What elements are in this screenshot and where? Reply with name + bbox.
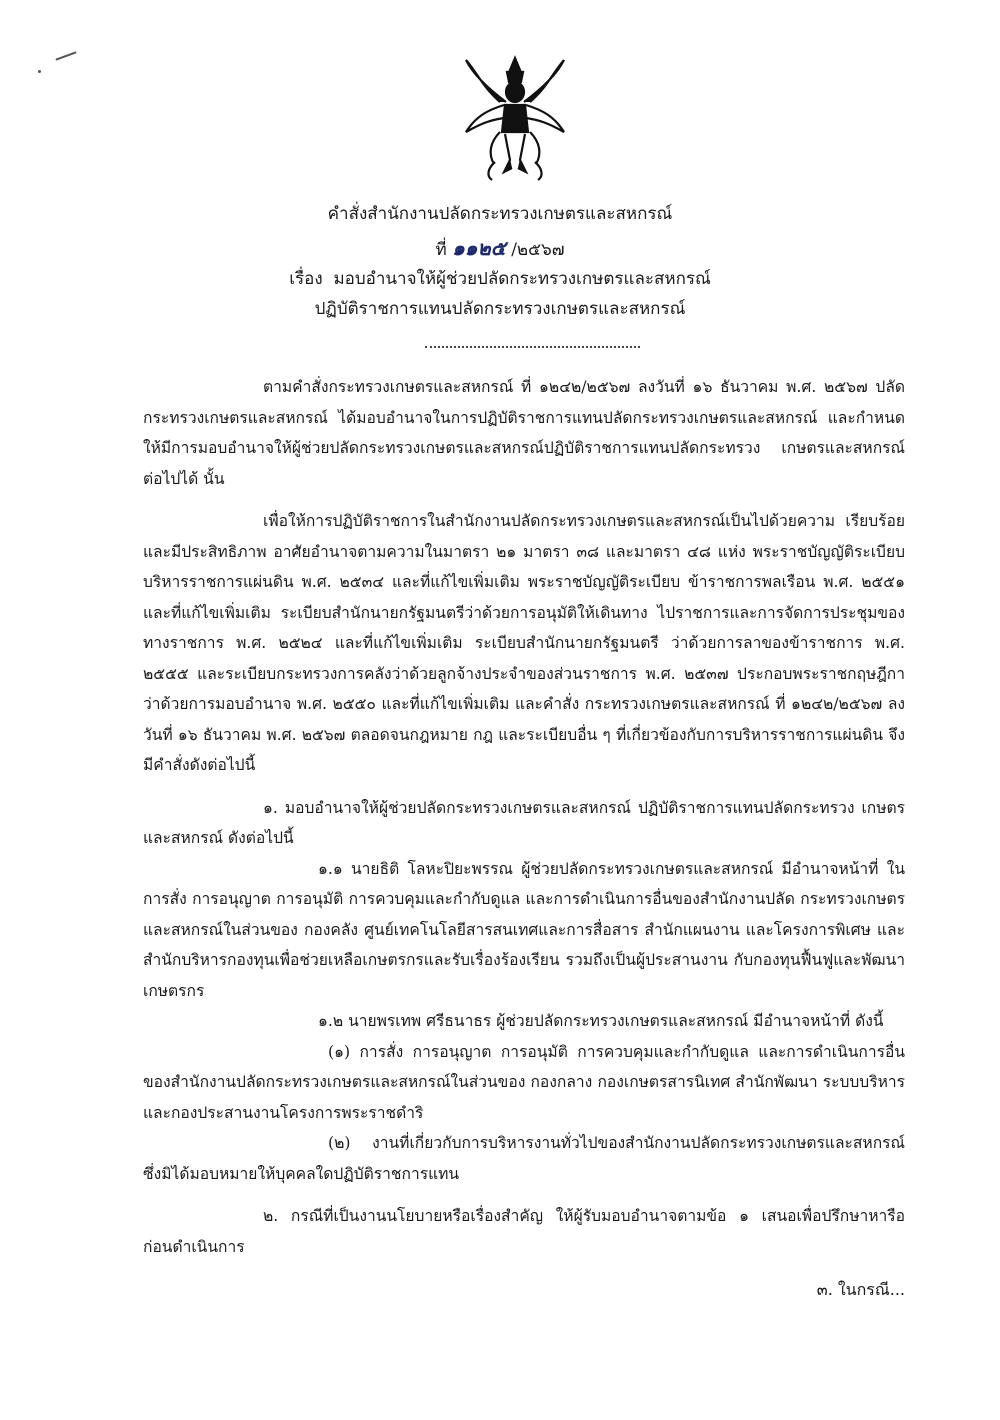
paragraph-clause-1-1: ๑.๑ นายธิติ โลหะปิยะพรรณ ผู้ช่วยปลัดกระทรวงเกษตรและสหกรณ์ มีอำนาจหน้าที่ ในการสั่ง การอนุญาต การอนุมัติ การควบคุมและกำกับดูแล และการดำเนินการอื่นของสำนักงานปลัด กระทรวงเกษตรและสหกรณ์ในส่วนของ กองคลัง ศูนย์เทคโนโลยีสารสนเทศและการสื่อสาร สำนักแผนงาน และโครงการพิเศษ และสำนักบริหารกองทุนเพื่อช่วยเหลือเกษตรกรและรับเรื่องร้องเรียน รวมถึงเป็นผู้ประสานงาน กับกองทุนฟื้นฟูและพัฒนาเกษตรกร [143, 859, 905, 1000]
subject-text: มอบอำนาจให้ผู้ช่วยปลัดกระทรวงเกษตรและสหกรณ์ [333, 269, 711, 289]
continuation-marker: ๓. ในกรณี... [816, 1280, 905, 1299]
subject-line-2: ปฏิบัติราชการแทนปลัดกระทรวงเกษตรและสหกรณ์ [314, 299, 686, 319]
paragraph-clause-1-2-2: (๒) งานที่เกี่ยวกับการบริหารงานทั่วไปของสำนักงานปลัดกระทรวงเกษตรและสหกรณ์ ซึ่งมิได้มอบหมายให้บุคคลใดปฏิบัติราชการแทน [143, 1134, 905, 1183]
paragraph-clause-1-2-1: (๑) การสั่ง การอนุญาต การอนุมัติ การควบคุมและกำกับดูแล และการดำเนินการอื่น ของสำนักงานปลัดกระทรวงเกษตรและสหกรณ์ในส่วนของ กองกลาง กองเกษตรสารนิเทศ สำนักพัฒนา ระบบบริหาร และกองประสานงานโครงการพระราชดำริ [143, 1042, 905, 1122]
subject-label: เรื่อง [289, 269, 323, 289]
scan-speck [55, 51, 76, 60]
document-body [143, 372, 905, 1262]
paragraph-clause-2: ๒. กรณีที่เป็นงานนโยบายหรือเรื่องสำคัญ ให้ผู้รับมอบอำนาจตามข้อ ๑ เสนอเพื่อปรึกษาหารือ ก่อนดำเนินการ [143, 1207, 905, 1256]
dotted-separator [425, 346, 640, 348]
paragraph-preamble: ตามคำสั่งกระทรวงเกษตรและสหกรณ์ ที่ ๑๒๔๒/๒๕๖๗ ลงวันที่ ๑๖ ธันวาคม พ.ศ. ๒๕๖๗ ปลัดกระทรวงเกษตรและสหกรณ์ ได้มอบอำนาจในการปฏิบัติราชการแทนปลัดกระทรวงเกษตรและสหกรณ์ และกำหนดให้มีการมอบอำนาจให้ผู้ช่วยปลัดกระทรวงเกษตรและสหกรณ์ปฏิบัติราชการแทนปลัดกระทรวง เกษตรและสหกรณ์ต่อไปได้ นั้น [143, 378, 905, 488]
order-year: /๒๕๖๗ [511, 240, 565, 260]
subject-line-1 [0, 264, 1000, 294]
paragraph-authority: เพื่อให้การปฏิบัติราชการในสำนักงานปลัดกระทรวงเกษตรและสหกรณ์เป็นไปด้วยความ เรียบร้อย และมีประสิทธิภาพ อาศัยอำนาจตามความในมาตรา ๒๑ มาตรา ๓๘ และมาตรา ๔๘ แห่ง พระราชบัญญัติระเบียบบริหารราชการแผ่นดิน พ.ศ. ๒๕๓๔ และที่แก้ไขเพิ่มเติม พระราชบัญญัติระเบียบ ข้าราชการพลเรือน พ.ศ. ๒๕๕๑ และที่แก้ไขเพิ่มเติม ระเบียบสำนักนายกรัฐมนตรีว่าด้วยการอนุมัติให้เดินทาง ไปราชการและการจัดการประชุมของทางราชการ พ.ศ. ๒๕๒๔ และที่แก้ไขเพิ่มเติม ระเบียบสำนักนายกรัฐมนตรี ว่าด้วยการลาของข้าราชการ พ.ศ. ๒๕๕๕ และระเบียบกระทรวงการคลังว่าด้วยลูกจ้างประจำของส่วนราชการ พ.ศ. ๒๕๓๗ ประกอบพระราชกฤษฎีกาว่าด้วยการมอบอำนาจ พ.ศ. ๒๕๕๐ และที่แก้ไขเพิ่มเติม และคำสั่ง กระทรวงเกษตรและสหกรณ์ ที่ ๑๒๔๒/๒๕๖๗ ลงวันที่ ๑๖ ธันวาคม พ.ศ. ๒๕๖๗ ตลอดจนกฎหมาย กฎ และระเบียบอื่น ๆ ที่เกี่ยวข้องกับการบริหารราชการแผ่นดิน จึงมีคำสั่งดังต่อไปนี้ [143, 512, 905, 774]
garuda-emblem-icon [460, 50, 570, 190]
scan-speck [38, 70, 41, 73]
order-prefix: ที่ [435, 240, 447, 260]
order-number-line [0, 232, 1000, 264]
order-number-handwritten: ๑๑๒๕ [452, 236, 506, 260]
paragraph-clause-1-2: ๑.๒ นายพรเทพ ศรีธนาธร ผู้ช่วยปลัดกระทรวงเกษตรและสหกรณ์ มีอำนาจหน้าที่ ดังนี้ [318, 1012, 884, 1030]
order-heading: คำสั่งสำนักงานปลัดกระทรวงเกษตรและสหกรณ์ [327, 204, 673, 224]
paragraph-clause-1: ๑. มอบอำนาจให้ผู้ช่วยปลัดกระทรวงเกษตรและสหกรณ์ ปฏิบัติราชการแทนปลัดกระทรวง เกษตรและสหกรณ์ ดังต่อไปนี้ [143, 798, 905, 847]
